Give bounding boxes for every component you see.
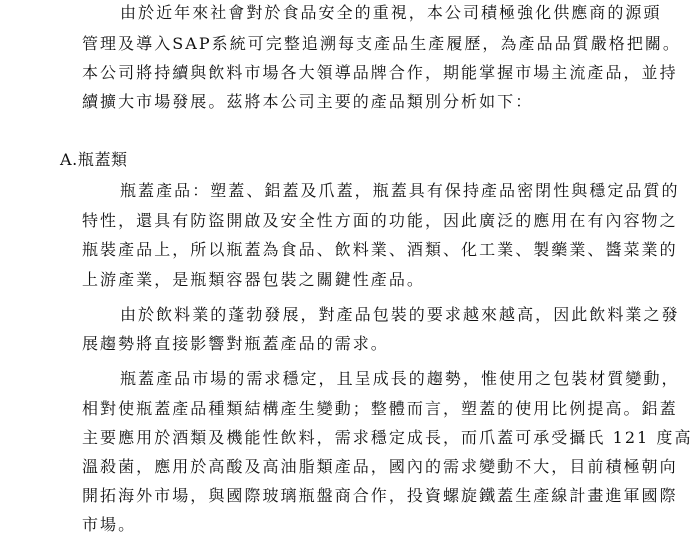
intro-line-1: 由於近年來社會對於食品安全的重視，本公司積極強化供應商的源頭 [120, 3, 662, 22]
section-a-p1-line-4: 上游產業，是瓶類容器包裝之關鍵性產品。 [82, 270, 425, 289]
section-a-p1-line-1: 瓶蓋產品：塑蓋、鋁蓋及爪蓋，瓶蓋具有保持產品密閉性與穩定品質的 [120, 181, 680, 200]
section-a-p3-line-6: 市場。 [82, 515, 137, 534]
section-a-p3-line-3: 主要應用於酒類及機能性飲料，需求穩定成長，而爪蓋可承受攝氏 121 度高 [82, 428, 693, 447]
section-a-p3-line-5: 開拓海外市場，與國際玻璃瓶盤商合作，投資螺旋鐵蓋生產線計畫進軍國際 [82, 486, 678, 505]
section-a-p2-line-2: 展趨勢將直接影響對瓶蓋產品的需求。 [82, 334, 389, 353]
intro-line-3: 本公司將持續與飲料市場各大領導品牌合作，期能掌握市場主流產品，並持 [82, 63, 678, 82]
section-a-p3-line-1: 瓶蓋產品市場的需求穩定，且呈成長的趨勢，惟使用之包裝材質變動， [120, 369, 680, 388]
section-a-p1-line-2: 特性，還具有防盜開啟及安全性方面的功能，因此廣泛的應用在有內容物之 [82, 211, 678, 230]
section-a-heading: A.瓶蓋類 [60, 150, 128, 169]
intro-line-4: 續擴大市場發展。茲將本公司主要的產品類別分析如下： [82, 92, 534, 111]
section-a-p3-line-2: 相對使瓶蓋產品種類結構產生變動；整體而言，塑蓋的使用比例提高。鋁蓋 [82, 399, 678, 418]
section-a-p1-line-3: 瓶裝產品上，所以瓶蓋為食品、飲料業、酒類、化工業、製藥業、醬菜業的 [82, 240, 678, 259]
intro-line-2: 管理及導入SAP系統可完整追溯每支產品生產履歷，為產品品質嚴格把關。 [82, 34, 681, 53]
section-a-p2-line-1: 由於飲料業的蓬勃發展，對產品包裝的要求越來越高，因此飲料業之發 [120, 305, 680, 324]
section-a-p3-line-4: 溫殺菌，應用於高酸及高油脂類產品，國內的需求變動不大，目前積極朝向 [82, 457, 678, 476]
